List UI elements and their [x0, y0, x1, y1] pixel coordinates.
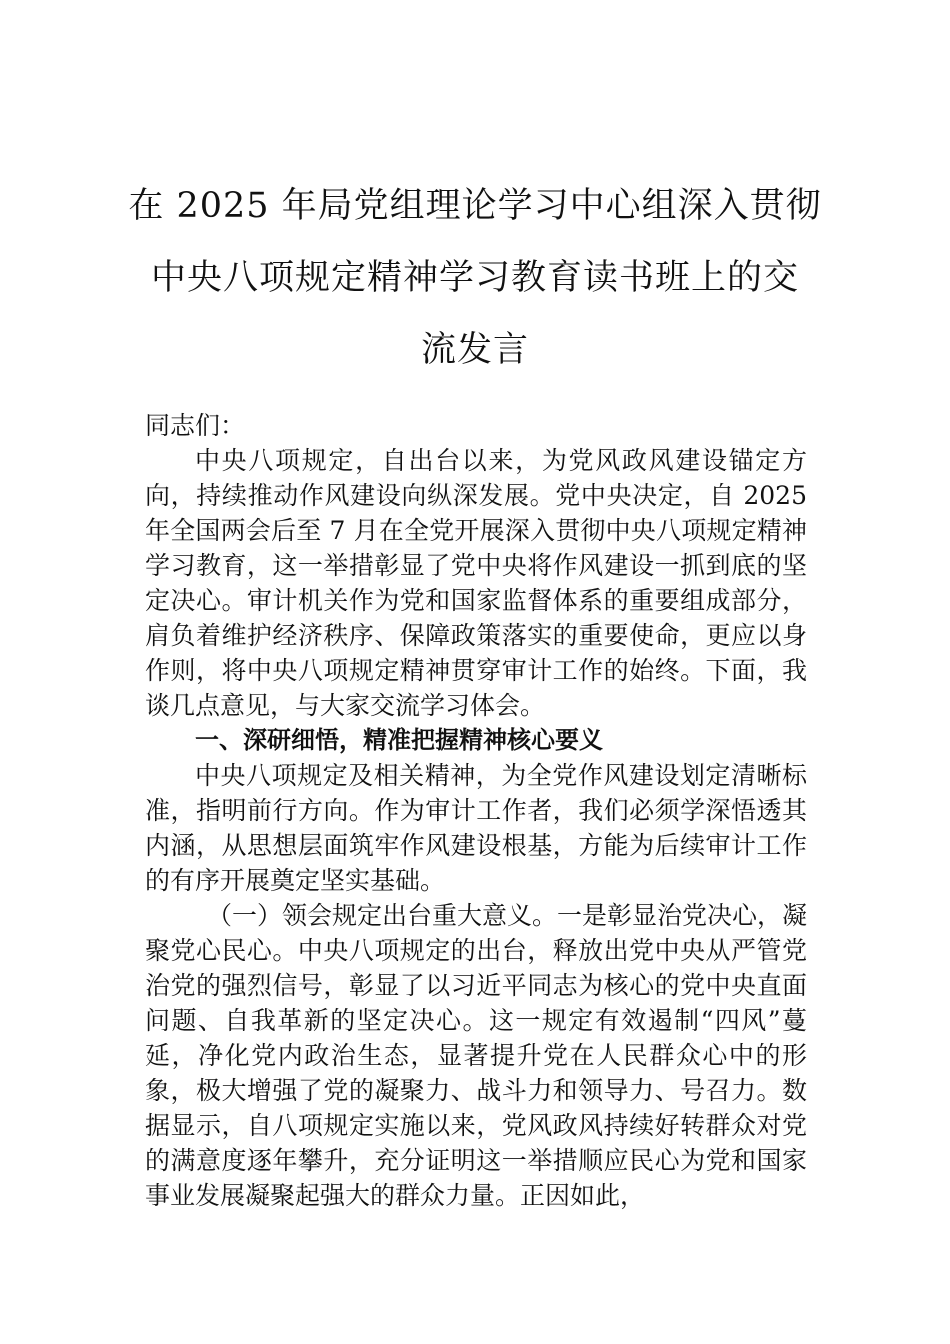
title-line-1: 在 2025 年局党组理论学习中心组深入贯彻 [128, 186, 822, 226]
document-body [145, 408, 807, 1213]
document-title [120, 170, 830, 386]
greeting: 同志们： [145, 411, 246, 440]
subsection-1-paragraph: （一）领会规定出台重大意义。一是彰显治党决心，凝聚党心民心。中央八项规定的出台，释放出党中央从严管党治党的强烈信号，彰显了以习近平同志为核心的党中央直面问题、自我革新的坚定决心。这一规定有效遏制“四风”蔓延，净化党内政治生态，显著提升党在人民群众心中的形象，极大增强了党的凝聚力、战斗力和领导力、号召力。数据显示，自八项规定实施以来，党风政风持续好转群众对党的满意度逐年攀升，充分证明这一举措顺应民心为党和国家事业发展凝聚起强大的群众力量。正因如此， [145, 901, 808, 1210]
section-heading-1: 一、深研细悟，精准把握精神核心要义 [195, 726, 603, 754]
title-line-2: 中央八项规定精神学习教育读书班上的交 [150, 258, 799, 298]
title-line-3: 流发言 [420, 330, 529, 370]
section-1-paragraph: 中央八项规定及相关精神，为全党作风建设划定清晰标准，指明前行方向。作为审计工作者，我们必须学深悟透其内涵，从思想层面筑牢作风建设根基，方能为后续审计工作的有序开展奠定坚实基础。 [145, 761, 807, 895]
intro-paragraph: 中央八项规定，自出台以来，为党风政风建设锚定方向，持续推动作风建设向纵深发展。党中央决定，自 2025 年全国两会后至 7 月在全党开展深入贯彻中央八项规定精神学习教育，这一举措彰显了党中央将作风建设一抓到底的坚定决心。审计机关作为党和国家监督体系的重要组成部分，肩负着维护经济秩序、保障政策落实的重要使命，更应以身作则，将中央八项规定精神贯穿审计工作的始终。下面，我谈几点意见，与大家交流学习体会。 [145, 446, 807, 720]
